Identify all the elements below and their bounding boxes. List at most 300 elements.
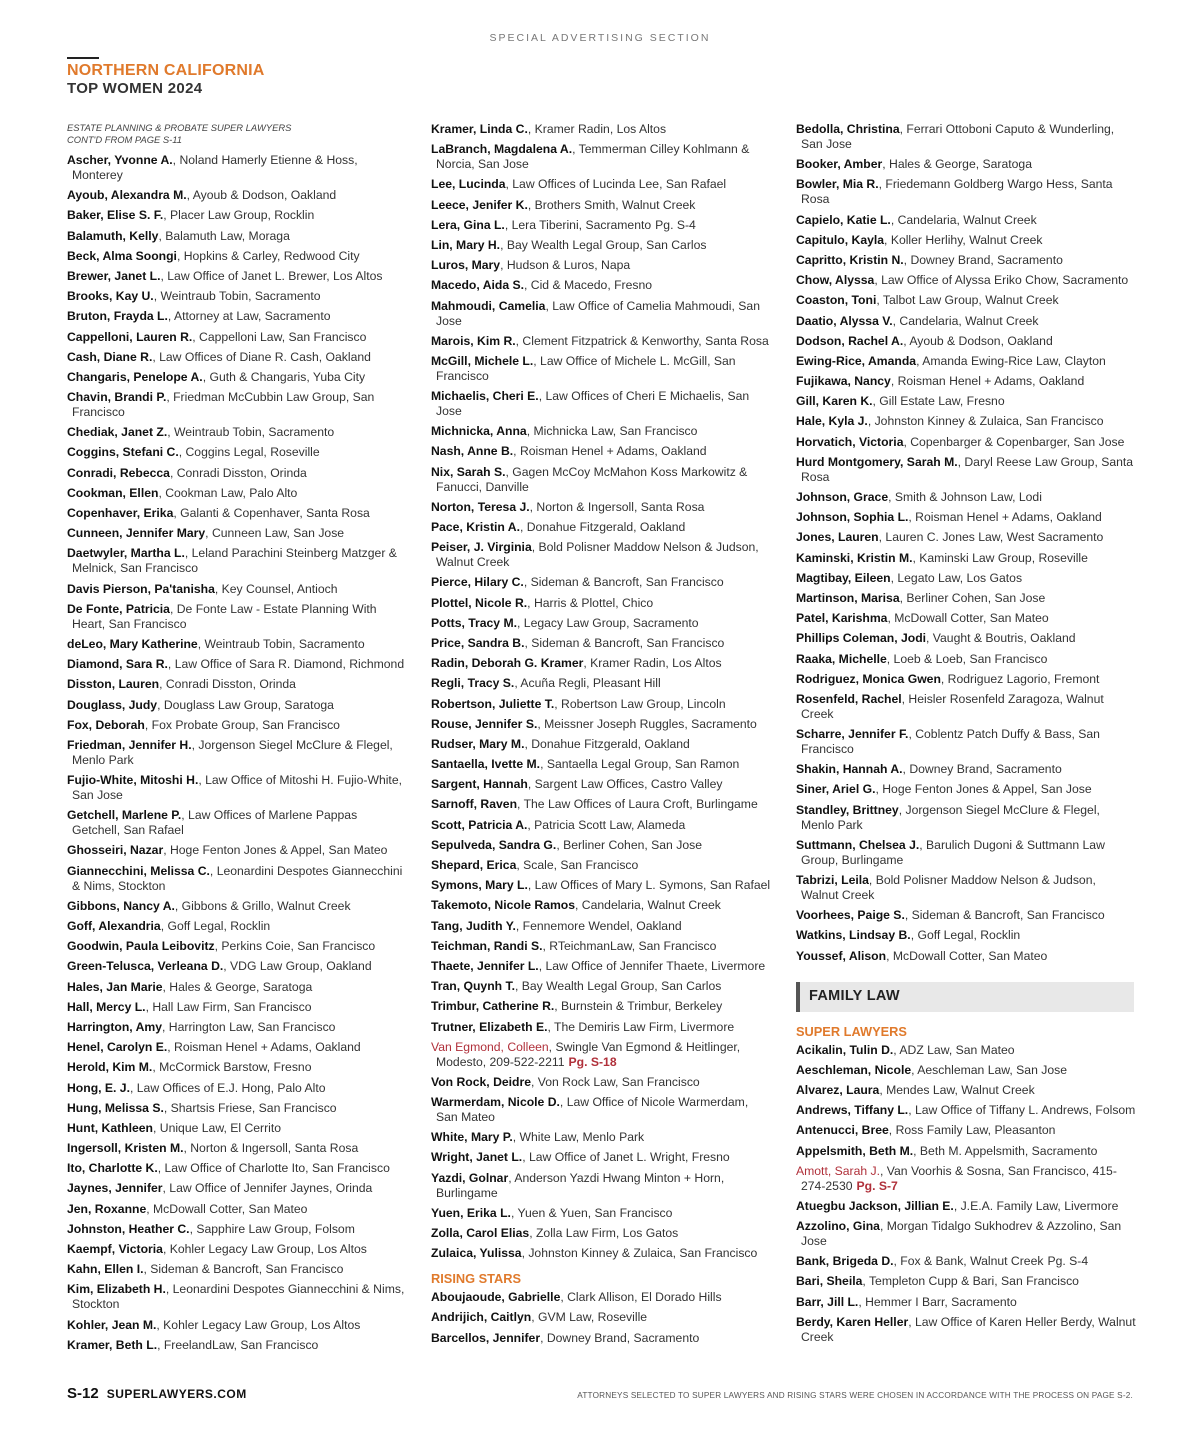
attorney-firm: , Loeb & Loeb, San Francisco xyxy=(886,651,1048,666)
continuation-note-line2: CONT'D FROM PAGE S-11 xyxy=(67,133,182,145)
attorney-firm: , Fox & Bank, Walnut Creek xyxy=(893,1254,1044,1269)
list-item xyxy=(67,188,407,203)
list-item xyxy=(431,122,771,137)
list-item xyxy=(431,1310,771,1325)
list-item xyxy=(431,1150,771,1165)
attorney-firm: , Weintraub Tobin, Sacramento xyxy=(153,289,321,304)
attorney-name: Youssef, Alison xyxy=(796,948,887,963)
list-item xyxy=(431,616,771,631)
list-item xyxy=(796,233,1136,248)
attorney-firm: , Beth M. Appelsmith, Sacramento xyxy=(913,1143,1098,1158)
attorney-firm: , Friedemann Goldberg Wargo Hess, Santa Rosa xyxy=(801,177,1113,207)
attorney-name: Trutner, Elizabeth E. xyxy=(431,1019,548,1034)
attorney-name: Chediak, Janet Z. xyxy=(67,425,168,440)
attorney-firm: , Yuen & Yuen, San Francisco xyxy=(510,1205,673,1220)
continuation-note-line1: ESTATE PLANNING & PROBATE SUPER LAWYERS xyxy=(67,122,292,133)
list-item xyxy=(796,394,1136,409)
attorney-firm: , Fox Probate Group, San Francisco xyxy=(144,717,340,732)
attorney-name: McGill, Michele L. xyxy=(431,353,534,368)
attorney-firm: , Mendes Law, Walnut Creek xyxy=(879,1082,1035,1097)
attorney-firm: , Bold Polisner Maddow Nelson & Judson, Walnut Creek xyxy=(436,540,759,570)
attorney-name: Rouse, Jennifer S. xyxy=(431,716,538,731)
attorney-name: Martinson, Marisa xyxy=(796,590,900,605)
list-item xyxy=(67,1101,407,1116)
attorney-firm: , Patricia Scott Law, Alameda xyxy=(527,817,686,832)
list-item xyxy=(796,1199,1136,1214)
attorney-firm: , Donahue Fitzgerald, Oakland xyxy=(519,520,686,534)
attorney-name: Watkins, Lindsay B. xyxy=(796,928,911,943)
list-item xyxy=(796,591,1136,606)
attorney-firm: , Gill Estate Law, Fresno xyxy=(872,394,1005,409)
attorney-name: Barr, Jill L. xyxy=(796,1294,859,1309)
attorney-firm: , Friedman McCubbin Law Group, San Francisco xyxy=(72,390,375,420)
attorney-firm: , Downey Brand, Sacramento xyxy=(902,762,1062,777)
attorney-firm: , The Demiris Law Firm, Livermore xyxy=(547,1019,735,1034)
attorney-name: Goodwin, Paula Leibovitz xyxy=(67,939,215,954)
title-rule xyxy=(67,57,99,59)
list-item xyxy=(67,899,407,914)
list-item xyxy=(67,637,407,652)
attorney-name: Horvatich, Victoria xyxy=(796,434,904,449)
list-item xyxy=(67,1338,407,1353)
attorney-name: Robertson, Juliette T. xyxy=(431,696,555,711)
list-item xyxy=(796,334,1136,349)
attorney-firm: , Anderson Yazdi Hwang Minton + Horn, Burlingame xyxy=(436,1170,725,1200)
attorney-firm: , Sideman & Bancroft, San Francisco xyxy=(143,1262,344,1277)
attorney-firm: , Weintraub Tobin, Sacramento xyxy=(197,636,365,651)
list-item xyxy=(796,838,1136,868)
attorney-firm: , GVM Law, Roseville xyxy=(531,1310,648,1325)
list-item xyxy=(67,229,407,244)
attorney-name: Chow, Alyssa xyxy=(796,273,875,288)
attorney-name: Gibbons, Nancy A. xyxy=(67,898,175,913)
attorney-name: Kohler, Jean M. xyxy=(67,1317,157,1332)
list-item xyxy=(796,1315,1136,1345)
list-item xyxy=(796,253,1136,268)
list-item xyxy=(796,314,1136,329)
attorney-firm: , Law Office of Mitoshi H. Fujio-White, San Jose xyxy=(72,773,402,803)
attorney-firm: , Legato Law, Los Gatos xyxy=(890,570,1023,585)
list-item xyxy=(67,1000,407,1015)
attorney-firm: , Hales & George, Saratoga xyxy=(882,157,1032,172)
attorney-firm: , McDowall Cotter, San Mateo xyxy=(886,948,1048,963)
list-item xyxy=(67,919,407,934)
list-item xyxy=(431,540,771,570)
attorney-firm: , Brothers Smith, Walnut Creek xyxy=(527,197,696,212)
attorney-name: Bruton, Frayda L. xyxy=(67,309,168,324)
list-item xyxy=(431,878,771,893)
attorney-name: Ayoub, Alexandra M. xyxy=(67,188,187,203)
list-item xyxy=(796,177,1136,207)
attorney-name: Jaynes, Jennifer xyxy=(67,1181,163,1196)
list-item xyxy=(431,919,771,934)
attorney-firm: , McDowall Cotter, San Mateo xyxy=(146,1201,308,1216)
rising-stars-heading: RISING STARS xyxy=(431,1271,522,1287)
attorney-firm: , FreelandLaw, San Francisco xyxy=(157,1337,319,1352)
attorney-name: Thaete, Jennifer L. xyxy=(431,958,539,973)
list-item xyxy=(431,757,771,772)
attorney-firm: , Downey Brand, Sacramento xyxy=(540,1330,700,1345)
attorney-firm: , Berliner Cohen, San Jose xyxy=(556,837,702,852)
attorney-name: Balamuth, Kelly xyxy=(67,228,159,243)
list-item xyxy=(796,1219,1136,1249)
attorney-name: Berdy, Karen Heller xyxy=(796,1314,909,1329)
list-item xyxy=(67,582,407,597)
attorney-firm: , Lera Tiberini, Sacramento xyxy=(504,217,652,232)
attorney-name: Fujikawa, Nancy xyxy=(796,374,891,389)
attorney-firm: , Coblentz Patch Duffy & Bass, San Francisco xyxy=(801,727,1100,757)
attorney-firm: , Weintraub Tobin, Sacramento xyxy=(167,425,335,440)
attorney-name: Leece, Jenifer K. xyxy=(431,197,528,212)
list-item xyxy=(431,389,771,419)
attorney-firm: , ADZ Law, San Mateo xyxy=(893,1042,1015,1057)
attorney-name: Nix, Sarah S. xyxy=(431,464,506,479)
list-item xyxy=(431,838,771,853)
family-law-heading: FAMILY LAW xyxy=(809,988,900,1005)
attorney-firm: , Law Office of Michele L. McGill, San Francisco xyxy=(436,353,736,383)
attorney-name: Cookman, Ellen xyxy=(67,485,159,500)
attorney-name: Lin, Mary H. xyxy=(431,237,501,252)
list-item xyxy=(796,273,1136,288)
attorney-firm: , Ferrari Ottoboni Caputo & Wunderling, San Jose xyxy=(801,122,1115,151)
attorney-name: Pace, Kristin A. xyxy=(431,520,520,534)
attorney-firm: , Shartsis Friese, San Francisco xyxy=(163,1100,337,1115)
list-item xyxy=(431,1130,771,1145)
attorney-name: Trimbur, Catherine R. xyxy=(431,999,555,1014)
attorney-firm: , Candelaria, Walnut Creek xyxy=(890,212,1037,227)
attorney-firm: , Galanti & Copenhaver, Santa Rosa xyxy=(173,506,370,520)
attorney-firm: , Ayoub & Dodson, Oakland xyxy=(903,333,1053,348)
attorney-name: Bowler, Mia R. xyxy=(796,177,879,192)
list-item xyxy=(431,177,771,192)
attorney-name: Zulaica, Yulissa xyxy=(431,1246,522,1261)
attorney-name: Sargent, Hannah xyxy=(431,777,528,792)
attorney-name: Henel, Carolyn E. xyxy=(67,1040,168,1055)
attorney-name: Alvarez, Laura xyxy=(796,1082,880,1097)
attorney-firm: , Noland Hamerly Etienne & Hoss, Monterey xyxy=(72,153,358,182)
list-item xyxy=(67,289,407,304)
attorney-firm: , Cappelloni Law, San Francisco xyxy=(192,329,367,344)
attorney-name: Jen, Roxanne xyxy=(67,1201,147,1216)
attorney-name: Hurd Montgomery, Sarah M. xyxy=(796,454,958,469)
list-item xyxy=(796,928,1136,943)
list-item xyxy=(67,1202,407,1217)
list-item xyxy=(796,1043,1136,1058)
attorney-firm: , Roisman Henel + Adams, Oakland xyxy=(890,374,1085,389)
attorney-firm: , Rodriguez Lagorio, Fremont xyxy=(940,671,1100,686)
list-item xyxy=(431,1095,771,1125)
list-item xyxy=(431,575,771,590)
list-item xyxy=(67,153,407,183)
attorney-firm: , Roisman Henel + Adams, Oakland xyxy=(908,510,1102,525)
list-item xyxy=(67,773,407,803)
attorney-name: Coaston, Toni xyxy=(796,293,877,308)
list-item xyxy=(796,1083,1136,1098)
attorney-name: Hales, Jan Marie xyxy=(67,979,163,994)
list-item xyxy=(431,424,771,439)
family-law-list xyxy=(796,1043,1136,1345)
attorney-name: Potts, Tracy M. xyxy=(431,615,518,630)
attorney-name: Andrijich, Caitlyn xyxy=(431,1310,532,1325)
list-item xyxy=(431,697,771,712)
attorney-firm: , Michnicka Law, San Francisco xyxy=(526,424,698,439)
list-item xyxy=(796,1103,1136,1118)
list-item xyxy=(431,198,771,213)
list-item xyxy=(431,797,771,812)
attorney-firm: , De Fonte Law - Estate Planning With Heart, San Francisco xyxy=(72,601,377,631)
list-item xyxy=(796,122,1136,152)
attorney-firm: , Acuña Regli, Pleasant Hill xyxy=(514,676,661,691)
attorney-firm: , Law Office of Janet L. Brewer, Los Altos xyxy=(160,268,383,283)
attorney-name: Antenucci, Bree xyxy=(796,1123,889,1138)
attorney-name: Copenhaver, Erika xyxy=(67,506,174,520)
list-item xyxy=(431,238,771,253)
attorney-name: Sarnoff, Raven xyxy=(431,797,518,812)
attorney-name: Scott, Patricia A. xyxy=(431,817,528,832)
list-item xyxy=(431,596,771,611)
attorney-name: Michaelis, Cheri E. xyxy=(431,389,539,404)
attorney-firm: , Law Office of Karen Heller Berdy, Walnut Creek xyxy=(801,1314,1136,1344)
list-item xyxy=(431,858,771,873)
attorney-name: Friedman, Jennifer H. xyxy=(67,737,192,752)
list-item xyxy=(431,777,771,792)
list-item xyxy=(431,939,771,954)
list-item xyxy=(67,269,407,284)
page-reference: Pg. S-7 xyxy=(856,1178,898,1193)
attorney-firm: , Temmerman Cilley Kohlmann & Norcia, San Jose xyxy=(436,142,750,172)
list-item xyxy=(431,979,771,994)
page-title-region: NORTHERN CALIFORNIA xyxy=(67,62,265,79)
list-item xyxy=(67,330,407,345)
attorney-name: Lee, Lucinda xyxy=(431,177,506,192)
attorney-firm: , Law Office of Sara R. Diamond, Richmond xyxy=(167,657,405,672)
list-item xyxy=(796,213,1136,228)
list-item xyxy=(796,551,1136,566)
attorney-name: Luros, Mary xyxy=(431,258,501,273)
list-item xyxy=(431,142,771,172)
attorney-name: Jones, Lauren xyxy=(796,530,879,545)
attorney-name: Rudser, Mary M. xyxy=(431,736,525,751)
attorney-name: Daetwyler, Martha L. xyxy=(67,546,185,561)
attorney-firm: , Kramer Radin, Los Altos xyxy=(583,656,722,671)
attorney-name: Capritto, Kristin N. xyxy=(796,252,904,267)
list-item xyxy=(796,354,1136,369)
attorney-name: Warmerdam, Nicole D. xyxy=(431,1095,560,1110)
attorney-firm: , Hoge Fenton Jones & Appel, San Jose xyxy=(875,782,1092,797)
attorney-name: Daatio, Alyssa V. xyxy=(796,313,893,328)
list-item xyxy=(796,490,1136,505)
attorney-name: Barcellos, Jennifer xyxy=(431,1330,541,1345)
attorney-name: Acikalin, Tulin D. xyxy=(796,1042,894,1057)
attorney-firm: , Law Office of Nicole Warmerdam, San Mateo xyxy=(436,1095,749,1125)
list-item xyxy=(431,999,771,1014)
list-item xyxy=(431,444,771,459)
site-link[interactable]: SUPERLAWYERS.COM xyxy=(106,1387,247,1401)
attorney-firm: , Law Offices of Mary L. Symons, San Rafael xyxy=(527,878,771,893)
attorney-firm: , Legacy Law Group, Sacramento xyxy=(517,615,699,630)
attorney-name: Kaminski, Kristin M. xyxy=(796,550,913,565)
list-item xyxy=(67,1020,407,1035)
attorney-firm: , Leonardini Despotes Giannecchini & Nims, Stockton xyxy=(72,863,403,893)
attorney-firm: , Zolla Law Firm, Los Gatos xyxy=(529,1226,679,1240)
list-item xyxy=(67,466,407,481)
attorney-name: Johnson, Sophia L. xyxy=(796,510,909,525)
attorney-name: Von Rock, Deidre xyxy=(431,1074,532,1089)
attorney-firm: , Ross Family Law, Pleasanton xyxy=(888,1123,1056,1138)
attorney-firm: , Amanda Ewing-Rice Law, Clayton xyxy=(916,353,1106,368)
attorney-firm: , RTeichmanLaw, San Francisco xyxy=(542,938,717,953)
attorney-firm: , Kohler Legacy Law Group, Los Altos xyxy=(156,1317,361,1332)
attorney-firm: , Copenbarger & Copenbarger, San Jose xyxy=(903,434,1125,449)
attorney-name: Johnston, Heather C. xyxy=(67,1221,190,1236)
attorney-name: Ascher, Yvonne A. xyxy=(67,153,173,167)
attorney-firm: , Law Office of Alyssa Eriko Chow, Sacramento xyxy=(874,273,1129,288)
attorney-name: LaBranch, Magdalena A. xyxy=(431,142,573,157)
attorney-firm: , Law Offices of Diane R. Cash, Oakland xyxy=(152,349,371,364)
attorney-firm: , Placer Law Group, Rocklin xyxy=(163,208,315,223)
attorney-firm: , Koller Herlihy, Walnut Creek xyxy=(884,232,1043,247)
attorney-name: Santaella, Ivette M. xyxy=(431,757,541,772)
list-item xyxy=(67,350,407,365)
attorney-firm: , Johnston Kinney & Zulaica, San Francisco xyxy=(867,414,1104,429)
attorney-name: Johnson, Grace xyxy=(796,490,889,504)
list-item xyxy=(796,611,1136,626)
attorney-firm: , Jorgenson Siegel McClure & Flegel, Menlo Park xyxy=(72,737,393,767)
attorney-name: Tran, Quynh T. xyxy=(431,979,515,994)
attorney-firm: , Templeton Cupp & Bari, San Francisco xyxy=(862,1274,1079,1289)
list-item xyxy=(431,959,771,974)
attorney-name: Macedo, Aida S. xyxy=(431,278,525,293)
list-item xyxy=(67,1040,407,1055)
attorney-name: Brooks, Kay U. xyxy=(67,289,154,304)
attorney-name: Chavin, Brandi P. xyxy=(67,390,167,405)
attorney-name: Bedolla, Christina xyxy=(796,122,900,136)
attorney-firm: , Cid & Macedo, Fresno xyxy=(524,278,653,293)
attorney-firm: , Kohler Legacy Law Group, Los Altos xyxy=(162,1242,367,1256)
attorney-firm: , Law Office of Charlotte Ito, San Francisco xyxy=(157,1161,390,1176)
continuation-note xyxy=(67,122,407,145)
attorney-name: Ito, Charlotte K. xyxy=(67,1161,158,1176)
list-item xyxy=(431,818,771,833)
list-item xyxy=(67,698,407,713)
attorney-firm: , Bold Polisner Maddow Nelson & Judson, Walnut Creek xyxy=(801,873,1096,902)
page-reference: Pg. S-18 xyxy=(568,1054,617,1069)
attorney-firm: , Hall Law Firm, San Francisco xyxy=(145,999,312,1014)
attorney-firm: , Law Office of Janet L. Wright, Fresno xyxy=(522,1150,730,1165)
list-item xyxy=(796,530,1136,545)
attorney-firm: , Law Office of Camelia Mahmoudi, San Jose xyxy=(436,298,760,328)
attorney-firm: , Cunneen Law, San Jose xyxy=(205,526,345,541)
attorney-name: Hall, Mercy L. xyxy=(67,999,146,1014)
attorney-name: Price, Sandra B. xyxy=(431,635,525,650)
attorney-firm: , Gagen McCoy McMahon Koss Markowitz & Fanucci, Danville xyxy=(436,464,748,494)
list-item xyxy=(67,939,407,954)
attorney-firm: , Lauren C. Jones Law, West Sacramento xyxy=(878,530,1104,545)
list-item xyxy=(67,506,407,521)
list-item xyxy=(67,1181,407,1196)
list-item xyxy=(796,908,1136,923)
page-reference: Pg. S-4 xyxy=(655,217,696,232)
attorney-firm: , Goff Legal, Rocklin xyxy=(910,928,1021,943)
list-item xyxy=(67,602,407,632)
attorney-name: Bari, Sheila xyxy=(796,1274,863,1289)
attorney-name: Shakin, Hannah A. xyxy=(796,762,903,777)
list-item xyxy=(796,672,1136,687)
attorney-firm: , Key Counsel, Antioch xyxy=(214,581,338,596)
attorney-firm: , Law Office of Jennifer Jaynes, Orinda xyxy=(162,1181,373,1196)
list-item xyxy=(796,1274,1136,1289)
attorney-name: Tabrizi, Leila xyxy=(796,873,869,887)
rising-stars-list-cont xyxy=(796,122,1136,964)
attorney-firm: , Gibbons & Grillo, Walnut Creek xyxy=(174,898,351,913)
attorney-name: Aboujaoude, Gabrielle xyxy=(431,1290,561,1305)
list-item xyxy=(431,1075,771,1090)
attorney-firm: , Conradi Disston, Orinda xyxy=(159,677,296,692)
attorney-firm: , Talbot Law Group, Walnut Creek xyxy=(876,293,1059,308)
list-item xyxy=(431,218,771,233)
list-item xyxy=(67,843,407,858)
attorney-firm: , Clark Allison, El Dorado Hills xyxy=(560,1290,722,1305)
attorney-name: Patel, Karishma xyxy=(796,611,888,626)
list-item xyxy=(796,873,1136,903)
list-item xyxy=(796,949,1136,964)
attorney-firm: , Law Offices of Cheri E Michaelis, San Jose xyxy=(436,389,750,419)
attorney-firm: , Ayoub & Dodson, Oakland xyxy=(186,188,337,203)
attorney-name: Shepard, Erica xyxy=(431,858,517,872)
attorney-firm: , VDG Law Group, Oakland xyxy=(223,959,372,974)
attorney-name: Marois, Kim R. xyxy=(431,333,516,348)
attorney-name: Michnicka, Anna xyxy=(431,424,527,439)
attorney-name: Cunneen, Jennifer Mary xyxy=(67,526,206,541)
attorney-name: Peiser, J. Virginia xyxy=(431,540,532,555)
attorney-name: Magtibay, Eileen xyxy=(796,570,891,585)
attorney-name: Cappelloni, Lauren R. xyxy=(67,329,193,344)
attorney-name: Bank, Brigeda D. xyxy=(796,1254,894,1269)
list-item xyxy=(796,374,1136,389)
attorney-firm: , Donahue Fitzgerald, Oakland xyxy=(524,736,690,751)
list-item xyxy=(796,1254,1136,1269)
attorney-firm: , Sideman & Bancroft, San Francisco xyxy=(523,575,724,590)
attorney-name: Tang, Judith Y. xyxy=(431,918,516,933)
family-law-section-box xyxy=(796,982,1134,1012)
attorney-firm: , Bay Wealth Legal Group, San Carlos xyxy=(514,979,722,994)
list-item xyxy=(67,390,407,420)
attorney-firm: , Coggins Legal, Roseville xyxy=(178,445,320,460)
attorney-name: Green-Telusca, Verleana D. xyxy=(67,959,224,974)
attorney-name: Wright, Janet L. xyxy=(431,1150,523,1165)
estate-list-col2 xyxy=(431,122,771,1261)
attorney-name: Brewer, Janet L. xyxy=(67,268,161,283)
column-2 xyxy=(431,122,771,1351)
attorney-firm: , Kaminski Law Group, Roseville xyxy=(912,550,1088,565)
attorney-name: Harrington, Amy xyxy=(67,1019,163,1034)
list-item xyxy=(431,636,771,651)
attorney-name: Radin, Deborah G. Kramer xyxy=(431,656,584,671)
list-item xyxy=(796,762,1136,777)
list-item xyxy=(431,500,771,515)
rising-stars-list xyxy=(431,1290,771,1345)
attorney-firm: , Hudson & Luros, Napa xyxy=(500,258,631,273)
attorney-name: Davis Pierson, Pa'tanisha xyxy=(67,581,215,596)
attorney-name: Atuegbu Jackson, Jillian E. xyxy=(796,1198,954,1213)
attorney-firm: , Cookman Law, Palo Alto xyxy=(158,485,298,500)
attorney-firm: , Kramer Radin, Los Altos xyxy=(527,122,667,136)
attorney-name: Nash, Anne B. xyxy=(431,444,514,459)
list-item xyxy=(796,455,1136,485)
attorney-name: Teichman, Randi S. xyxy=(431,938,543,953)
list-item xyxy=(67,1282,407,1312)
attorney-name: Conradi, Rebecca xyxy=(67,465,170,480)
